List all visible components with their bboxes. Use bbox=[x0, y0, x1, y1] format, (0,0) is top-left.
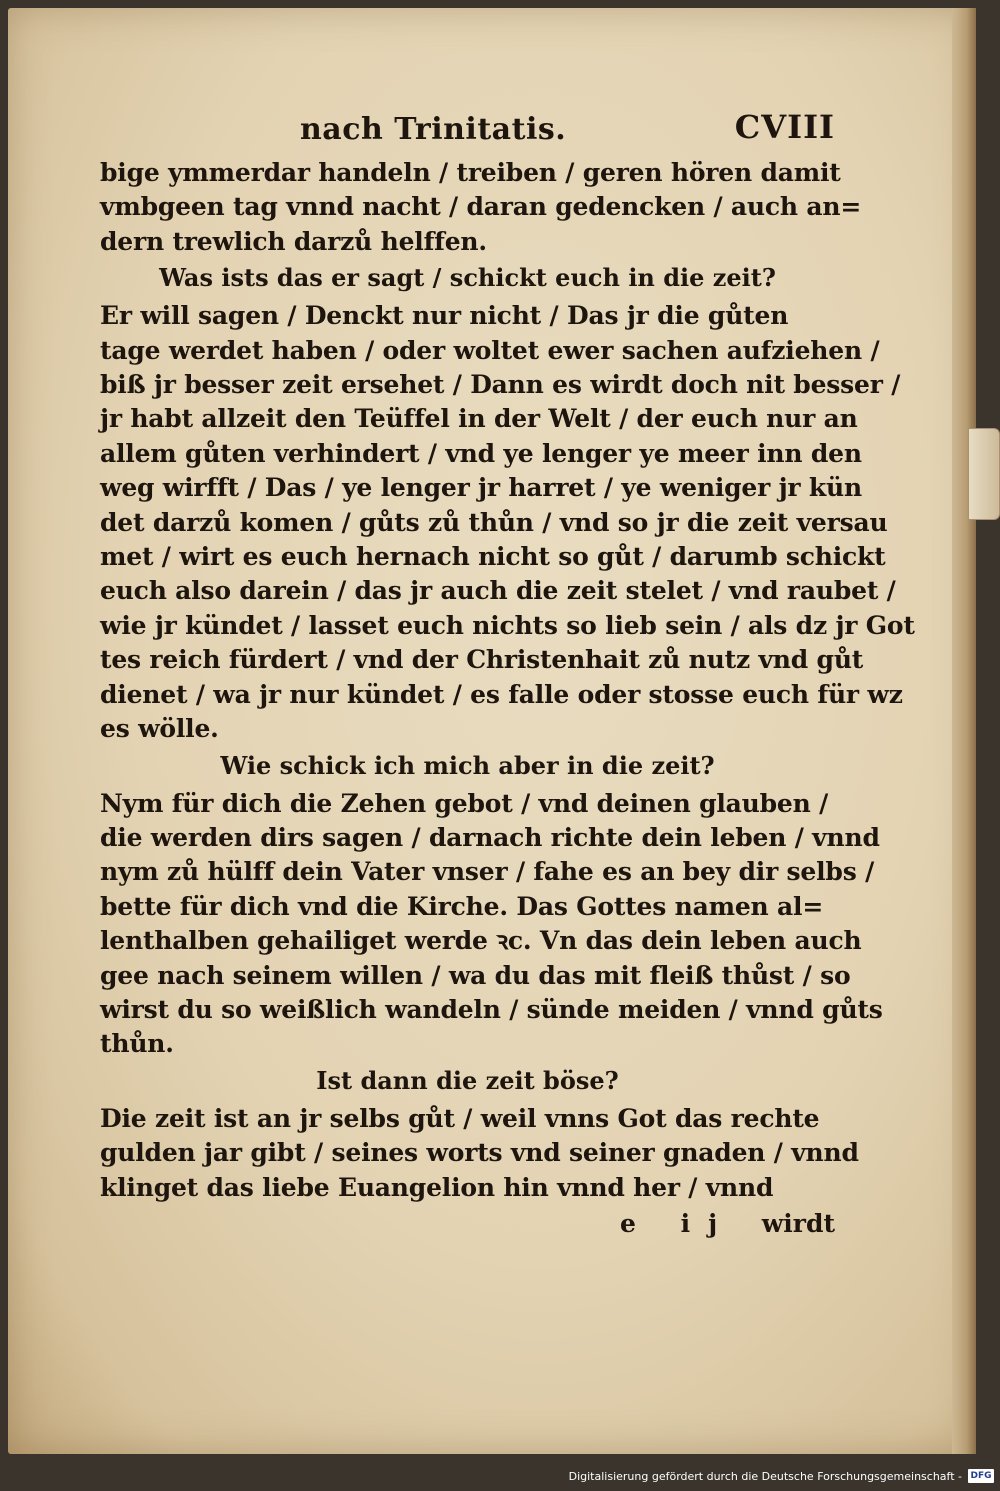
page-footer bbox=[100, 1205, 835, 1245]
text-line: dienet / wa jr nur kündet / es falle oder stosse euch für wz bbox=[100, 679, 903, 709]
text-line: dern trewlich darzů helffen. bbox=[100, 226, 487, 256]
page-header bbox=[100, 100, 835, 156]
text-line: gulden jar gibt / seines worts vnd seiner gnaden / vnnd bbox=[100, 1138, 859, 1168]
text-line: bette für dich vnd die Kirche. Das Gottes namen al= bbox=[100, 891, 824, 921]
text-line: wie jr kündet / lasset euch nichts so lieb sein / als dz jr Got bbox=[100, 610, 915, 640]
digitization-credit bbox=[569, 1464, 994, 1488]
question-heading: Wie schick ich mich aber in die zeit? bbox=[220, 750, 715, 780]
folio-number: CVIII bbox=[734, 108, 835, 146]
paragraph-2 bbox=[100, 299, 915, 746]
text-line: lenthalben gehailiget werde ꝛc. Vn das dein leben auch bbox=[100, 926, 862, 956]
running-head: nach Trinitatis. bbox=[300, 112, 567, 147]
text-line: klinget das liebe Euangelion hin vnnd her / vnnd bbox=[100, 1172, 774, 1202]
text-line: tage werdet haben / oder woltet ewer sachen aufziehen / bbox=[100, 335, 880, 365]
text-line: die werden dirs sagen / darnach richte dein leben / vnnd bbox=[100, 822, 880, 852]
page-edge bbox=[952, 8, 976, 1454]
credit-text: Digitalisierung gefördert durch die Deutsche Forschungsgemeinschaft - bbox=[568, 1469, 962, 1483]
text-line: weg wirfft / Das / ye lenger jr harret / ye weniger jr kün bbox=[100, 473, 862, 503]
text-line: Nym für dich die Zehen gebot / vnd deinen glauben / bbox=[100, 788, 829, 818]
text-line: allem gůten verhindert / vnd ye lenger ye meer inn den bbox=[100, 438, 862, 468]
dfg-logo-icon: DFG bbox=[968, 1469, 994, 1483]
page-clip bbox=[968, 428, 1000, 520]
text-line: es wölle. bbox=[100, 714, 219, 744]
text-line: vmbgeen tag vnnd nacht / daran gedencken / auch an= bbox=[100, 192, 862, 222]
text-line: wirst du so weißlich wandeln / sünde meiden / vnnd gůts bbox=[100, 994, 883, 1024]
text-line: gee nach seinem willen / wa du das mit fleiß thůst / so bbox=[100, 960, 851, 990]
text-line: euch also darein / das jr auch die zeit stelet / vnd raubet / bbox=[100, 576, 896, 606]
text-line: bige ymmerdar handeln / treiben / geren hören damit bbox=[100, 158, 841, 187]
text-line: Er will sagen / Denckt nur nicht / Das jr die gůten bbox=[100, 301, 789, 331]
paragraph-1 bbox=[100, 156, 862, 259]
text-block bbox=[100, 100, 915, 1245]
text-line: tes reich fürdert / vnd der Christenhait zů nutz vnd gůt bbox=[100, 645, 864, 675]
text-line: Die zeit ist an jr selbs gůt / weil vnns Got das rechte bbox=[100, 1103, 820, 1133]
catchword: wirdt bbox=[761, 1208, 835, 1238]
text-line: jr habt allzeit den Teüffel in der Welt / der euch nur an bbox=[100, 404, 858, 434]
paragraph-3 bbox=[100, 787, 883, 1062]
text-line: thůn. bbox=[100, 1029, 174, 1059]
text-line: nym zů hülff dein Vater vnser / fahe es an bey dir selbs / bbox=[100, 857, 875, 887]
paragraph-4 bbox=[100, 1102, 859, 1205]
signature-mark: e ij bbox=[620, 1208, 736, 1238]
question-heading: Was ists das er sagt / schickt euch in die zeit? bbox=[159, 263, 776, 293]
text-line: biß jr besser zeit ersehet / Dann es wirdt doch nit besser / bbox=[100, 370, 901, 400]
text-line: det darzů komen / gůts zů thůn / vnd so jr die zeit versau bbox=[100, 507, 888, 537]
text-line: met / wirt es euch hernach nicht so gůt / darumb schickt bbox=[100, 542, 886, 572]
question-heading: Ist dann die zeit böse? bbox=[316, 1065, 619, 1095]
